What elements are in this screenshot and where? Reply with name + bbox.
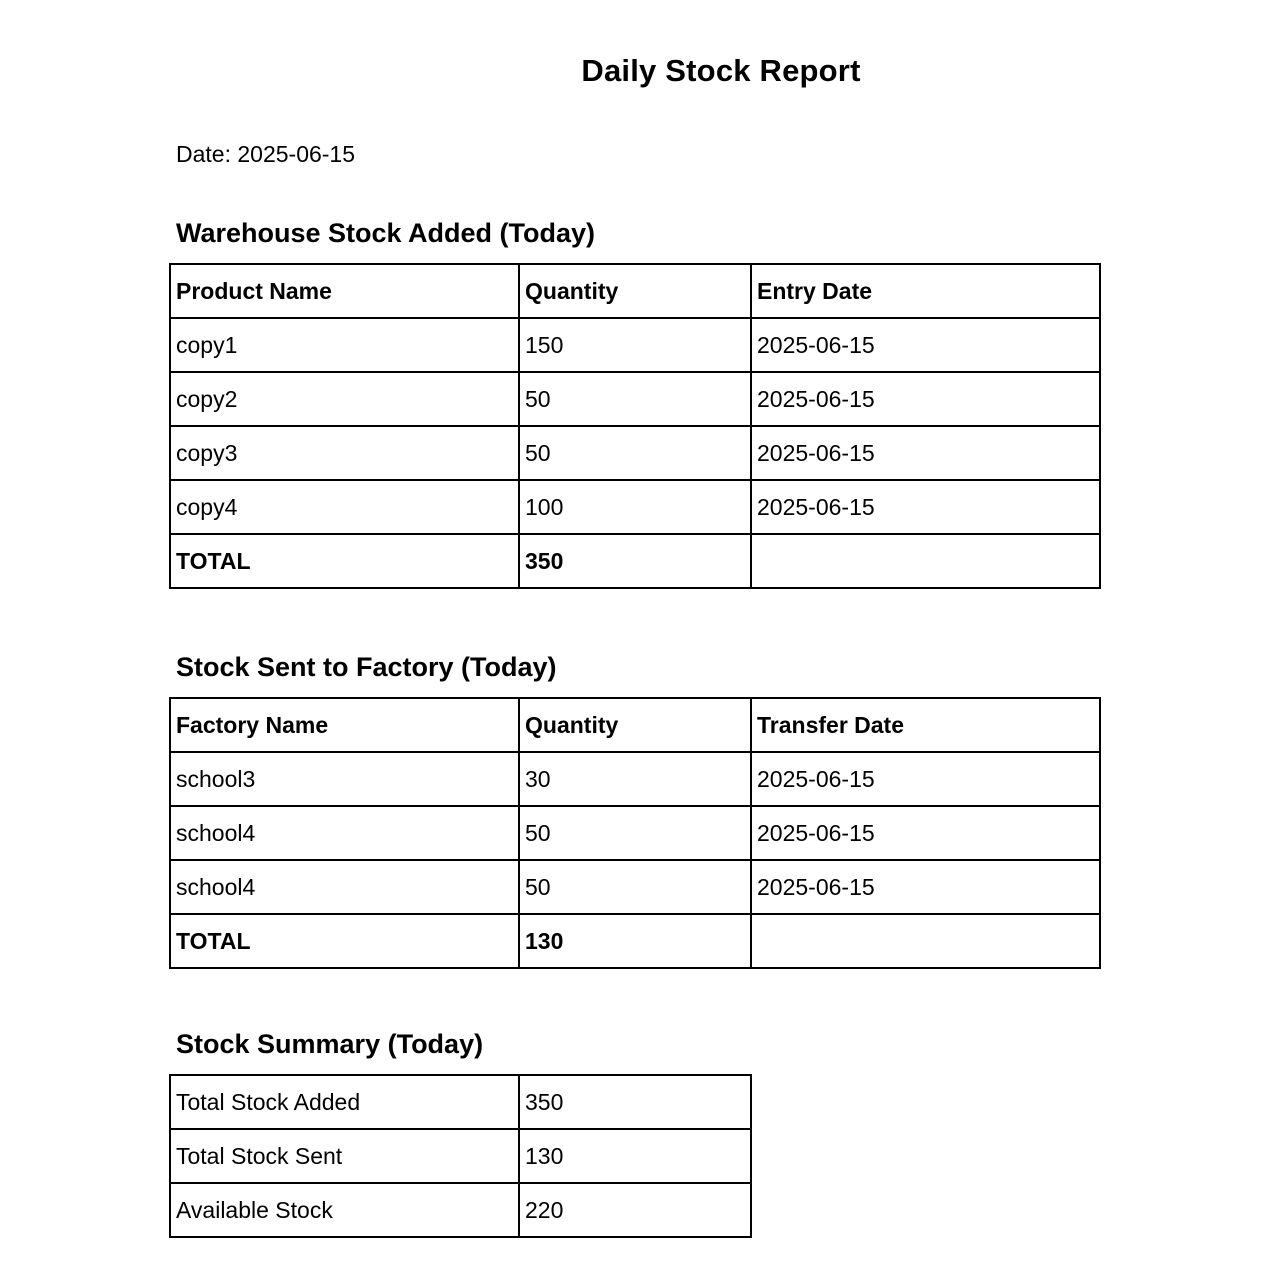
transfer-date-cell: 2025-06-15 <box>751 752 1100 806</box>
total-empty-cell <box>751 914 1100 968</box>
quantity-cell: 150 <box>519 318 751 372</box>
factory-name-cell: school3 <box>170 752 519 806</box>
table-row <box>170 1129 751 1183</box>
entry-date-cell: 2025-06-15 <box>751 480 1100 534</box>
table-row <box>170 752 1100 806</box>
table-row <box>170 1183 751 1237</box>
quantity-cell: 50 <box>519 426 751 480</box>
table-row <box>170 806 1100 860</box>
table-header-row <box>170 698 1100 752</box>
product-name-cell: copy2 <box>170 372 519 426</box>
transfer-date-cell: 2025-06-15 <box>751 860 1100 914</box>
summary-value-cell: 220 <box>519 1183 751 1237</box>
quantity-cell: 30 <box>519 752 751 806</box>
warehouse-section-heading: Warehouse Stock Added (Today) <box>176 218 596 248</box>
factory-name-cell: school4 <box>170 860 519 914</box>
factory-section-heading: Stock Sent to Factory (Today) <box>176 652 557 682</box>
product-name-cell: copy4 <box>170 480 519 534</box>
factory-transfer-table <box>169 697 1101 969</box>
column-header-quantity: Quantity <box>519 264 751 318</box>
table-row <box>170 1075 751 1129</box>
stock-summary-table <box>169 1074 752 1238</box>
summary-value-cell: 350 <box>519 1075 751 1129</box>
report-title: Daily Stock Report <box>581 53 861 88</box>
table-row <box>170 372 1100 426</box>
total-row <box>170 914 1100 968</box>
summary-label-cell: Available Stock <box>170 1183 519 1237</box>
entry-date-cell: 2025-06-15 <box>751 318 1100 372</box>
total-label-cell: TOTAL <box>170 914 519 968</box>
total-quantity-cell: 130 <box>519 914 751 968</box>
table-row <box>170 318 1100 372</box>
report-date: Date: 2025-06-15 <box>176 141 356 167</box>
quantity-cell: 50 <box>519 372 751 426</box>
entry-date-cell: 2025-06-15 <box>751 372 1100 426</box>
entry-date-cell: 2025-06-15 <box>751 426 1100 480</box>
total-row <box>170 534 1100 588</box>
summary-label-cell: Total Stock Sent <box>170 1129 519 1183</box>
factory-name-cell: school4 <box>170 806 519 860</box>
quantity-cell: 100 <box>519 480 751 534</box>
table-row <box>170 480 1100 534</box>
quantity-cell: 50 <box>519 860 751 914</box>
summary-section-heading: Stock Summary (Today) <box>176 1029 484 1059</box>
table-header-row <box>170 264 1100 318</box>
column-header-quantity: Quantity <box>519 698 751 752</box>
column-header-entry-date: Entry Date <box>751 264 1100 318</box>
table-row <box>170 426 1100 480</box>
product-name-cell: copy3 <box>170 426 519 480</box>
quantity-cell: 50 <box>519 806 751 860</box>
summary-label-cell: Total Stock Added <box>170 1075 519 1129</box>
column-header-product-name: Product Name <box>170 264 519 318</box>
warehouse-stock-table <box>169 263 1101 589</box>
table-row <box>170 860 1100 914</box>
total-label-cell: TOTAL <box>170 534 519 588</box>
summary-value-cell: 130 <box>519 1129 751 1183</box>
total-quantity-cell: 350 <box>519 534 751 588</box>
total-empty-cell <box>751 534 1100 588</box>
product-name-cell: copy1 <box>170 318 519 372</box>
transfer-date-cell: 2025-06-15 <box>751 806 1100 860</box>
column-header-factory-name: Factory Name <box>170 698 519 752</box>
column-header-transfer-date: Transfer Date <box>751 698 1100 752</box>
